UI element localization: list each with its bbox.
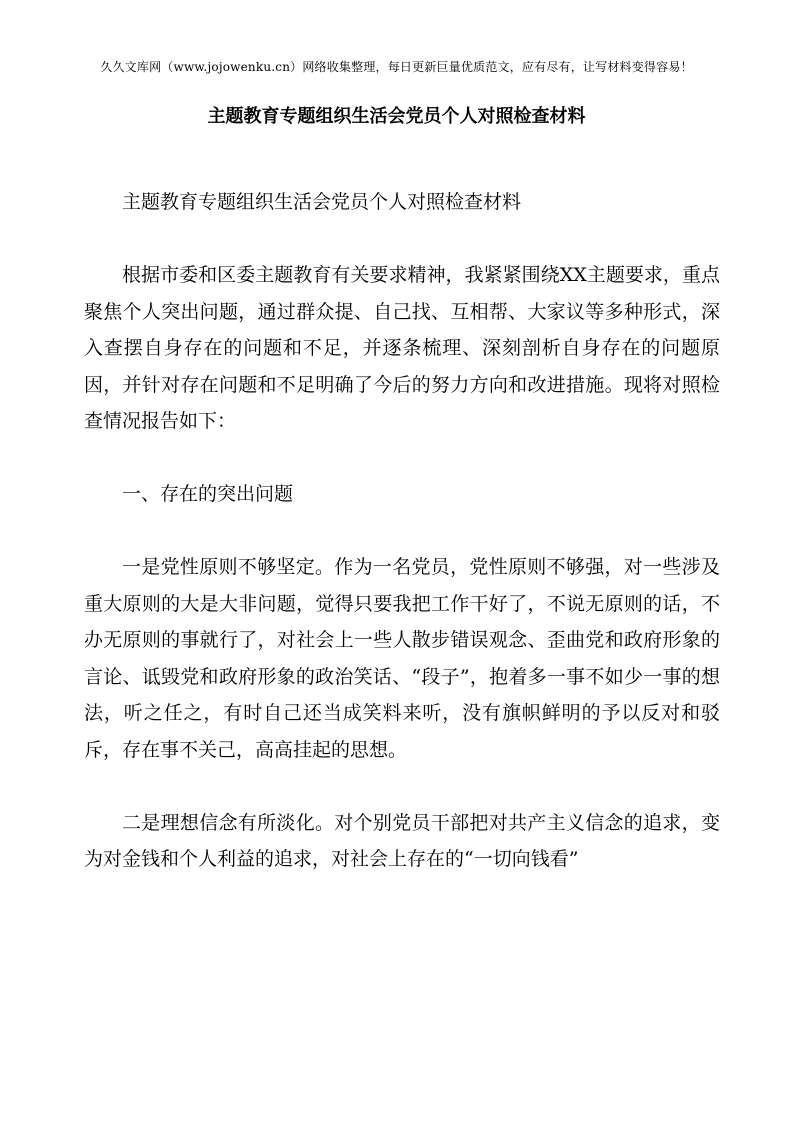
document-body xyxy=(84,184,720,878)
issue-one-paragraph: 一是党性原则不够坚定。作为一名党员，党性原则不够强，对一些涉及重大原则的大是大非问题，觉得只要我把工作干好了，不说无原则的话，不办无原则的事就行了，对社会上一些人散步错误观念、歪曲党和政府形象的言论、诋毁党和政府形象的政治笑话、“段子”，抱着多一事不如少一事的想法，听之任之，有时自己还当成笑料来听，没有旗帜鲜明的予以反对和驳斥，存在事不关己，高高挂起的思想。 xyxy=(84,556,720,761)
issue-two-paragraph: 二是理想信念有所淡化。对个别党员干部把对共产主义信念的追求，变为对金钱和个人利益的追求，对社会上存在的“一切向钱看” xyxy=(84,811,720,870)
document-title: 主题教育专题组织生活会党员个人对照检查材料 xyxy=(207,106,586,127)
header-note: 久久文库网（www.jojowenku.cn）网络收集整理，每日更新巨量优质范文，应有尽有，让写材料变得容易！ xyxy=(100,60,693,74)
section-heading: 一、存在的突出问题 xyxy=(122,483,294,505)
subtitle-paragraph: 主题教育专题组织生活会党员个人对照检查材料 xyxy=(122,191,522,213)
intro-paragraph: 根据市委和区委主题教育有关要求精神，我紧紧围绕XX主题要求，重点聚焦个人突出问题，通过群众提、自己找、互相帮、大家议等多种形式，深入查摆自身存在的问题和不足，并逐条梳理、深刻剖析自身存在的问题原因，并针对存在问题和不足明确了今后的努力方向和改进措施。现将对照检查情况报告如下： xyxy=(84,264,720,432)
